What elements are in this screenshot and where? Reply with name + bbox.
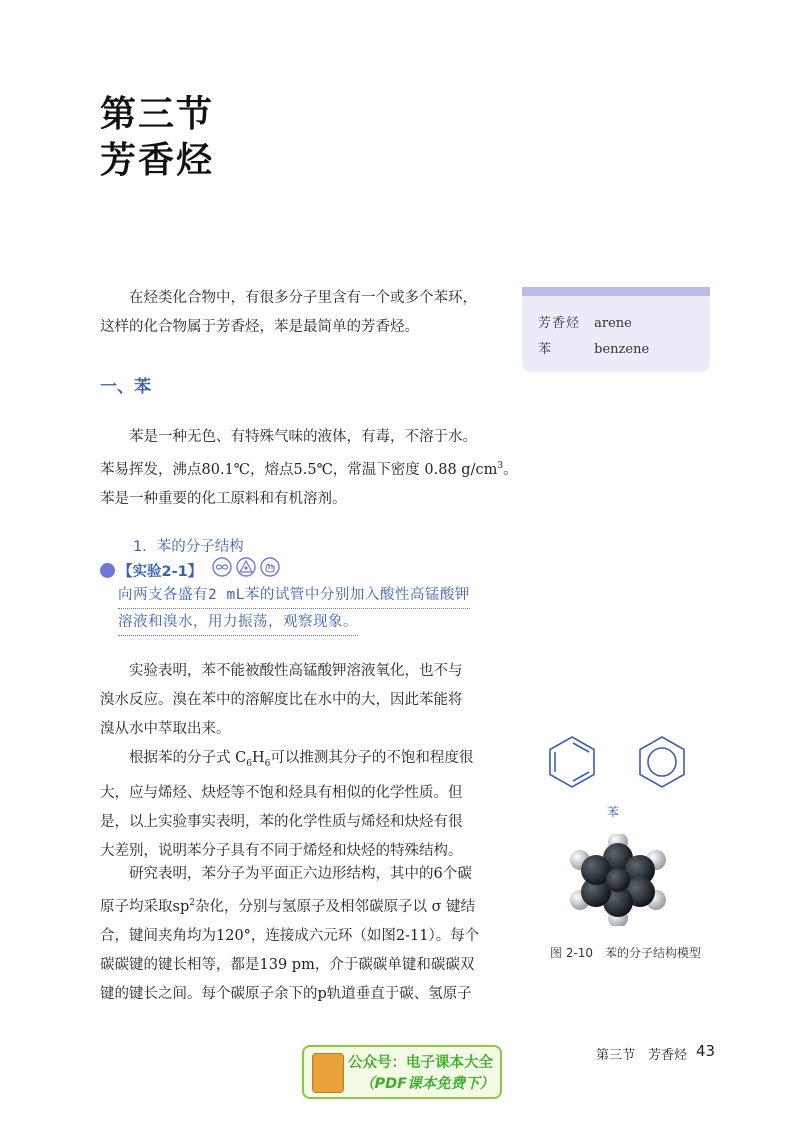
watermark-line: （PDF课本免费下）: [360, 1076, 495, 1092]
intro-line: 在烃类化合物中，有很多分子里含有一个或多个苯环，: [129, 290, 477, 306]
paragraph-line: 苯是一种重要的化工原料和有机溶剂。: [100, 490, 347, 507]
goggles-icon: [212, 557, 232, 577]
superscript: 2: [189, 898, 195, 908]
paragraph-line: 合，键间夹角均为120°，连接成六元环（如图2-11）。每个: [100, 927, 480, 944]
paragraph-line: 大，应与烯烃、炔烃等不饱和烃具有相似的化学性质。但: [100, 784, 463, 801]
watermark-line: 公众号：电子课本大全: [348, 1055, 493, 1071]
figure-caption: 图 2-10 苯的分子结构模型: [550, 946, 702, 960]
paragraph-line: 苯是一种无色、有特殊气味的液体，有毒，不溶于水。: [129, 429, 477, 445]
benzene-kekule-structure: [542, 732, 602, 792]
section-heading: 一、苯: [100, 377, 151, 397]
structure-research-paragraph: [100, 860, 500, 1009]
glossary-term-en: arene: [594, 316, 632, 331]
footer-section-label: 第三节 芳香烃: [596, 1048, 688, 1063]
intro-line: 这样的化合物属于芳香烃，苯是最简单的芳香烃。: [100, 319, 419, 335]
experiment-line: 向两支各盛有2 mL苯的试管中分别加入酸性高锰酸钾: [118, 582, 470, 609]
glossary-term-cn: 芳香烃: [538, 316, 581, 331]
experiment-bullet-icon: [100, 563, 115, 578]
text-run: 根据苯的分子式 C: [129, 750, 247, 766]
punctuation: 。: [503, 461, 518, 478]
text-run: 杂化，分别与氢原子及相邻碳原子以 σ 键结: [194, 898, 476, 915]
paragraph-line: 大差别，说明苯分子具有不同于烯烃和炔烃的特殊结构。: [100, 842, 463, 859]
text-run: 原子均采取sp: [100, 898, 190, 915]
paragraph-line: 溴从水中萃取出来。: [100, 721, 231, 737]
page-number: 43: [696, 1042, 716, 1060]
section-title: 芳香烃: [100, 140, 215, 181]
paragraph-line: 研究表明，苯分子为平面正六边形结构，其中的6个碳: [129, 866, 472, 882]
book-icon: [312, 1053, 344, 1093]
toxic-icon: [236, 557, 256, 577]
intro-paragraph: [100, 284, 500, 342]
text-run: H: [251, 750, 265, 766]
glossary-item: [538, 338, 649, 357]
experiment-line: 溶液和溴水，用力振荡，观察现象。: [118, 609, 358, 636]
experiment-label: 【实验2-1】: [118, 564, 203, 580]
structure-label: 苯: [607, 805, 620, 819]
benzene-ring-structure: [632, 732, 692, 792]
hand-wash-icon: [260, 557, 280, 577]
subheading: 1．苯的分子结构: [133, 539, 244, 555]
superscript: 3: [497, 461, 504, 471]
paragraph-line: 是，以上实验事实表明，苯的化学性质与烯烃和炔烃有很: [100, 813, 463, 830]
subscript: 6: [264, 758, 271, 769]
paragraph-line: 实验表明，苯不能被酸性高锰酸钾溶液氧化，也不与: [129, 663, 463, 679]
watermark-banner: [302, 1045, 502, 1099]
glossary-box: [522, 287, 710, 372]
paragraph-line: 键的键长之间。每个碳原子余下的p轨道垂直于碳、氢原子: [100, 985, 472, 1002]
benzene-space-filling-model: [568, 834, 668, 926]
glossary-term-cn: 苯: [538, 342, 553, 357]
subscript: 6: [246, 758, 252, 769]
experiment-result-paragraph: [100, 657, 500, 744]
section-number: 第三节: [100, 94, 215, 135]
paragraph-line: [100, 744, 500, 779]
glossary-item: [538, 312, 632, 331]
paragraph-line: [100, 889, 500, 922]
experiment-instructions: [118, 582, 503, 636]
glossary-term-en: benzene: [594, 342, 650, 357]
density-text: 苯易挥发，沸点80.1℃，熔点5.5℃，常温下密度 0.88 g/cm: [100, 461, 498, 478]
benzene-properties-paragraph: [100, 423, 518, 514]
text-run: 可以推测其分子的不饱和程度很: [270, 750, 474, 766]
paragraph-line: [100, 452, 518, 485]
paragraph-line: 溴水反应。溴在苯中的溶解度比在水中的大，因此苯能将: [100, 692, 463, 708]
structure-inference-paragraph: [100, 744, 500, 866]
paragraph-line: 碳碳键的键长相等，都是139 pm，介于碳碳单键和碳碳双: [100, 956, 475, 973]
